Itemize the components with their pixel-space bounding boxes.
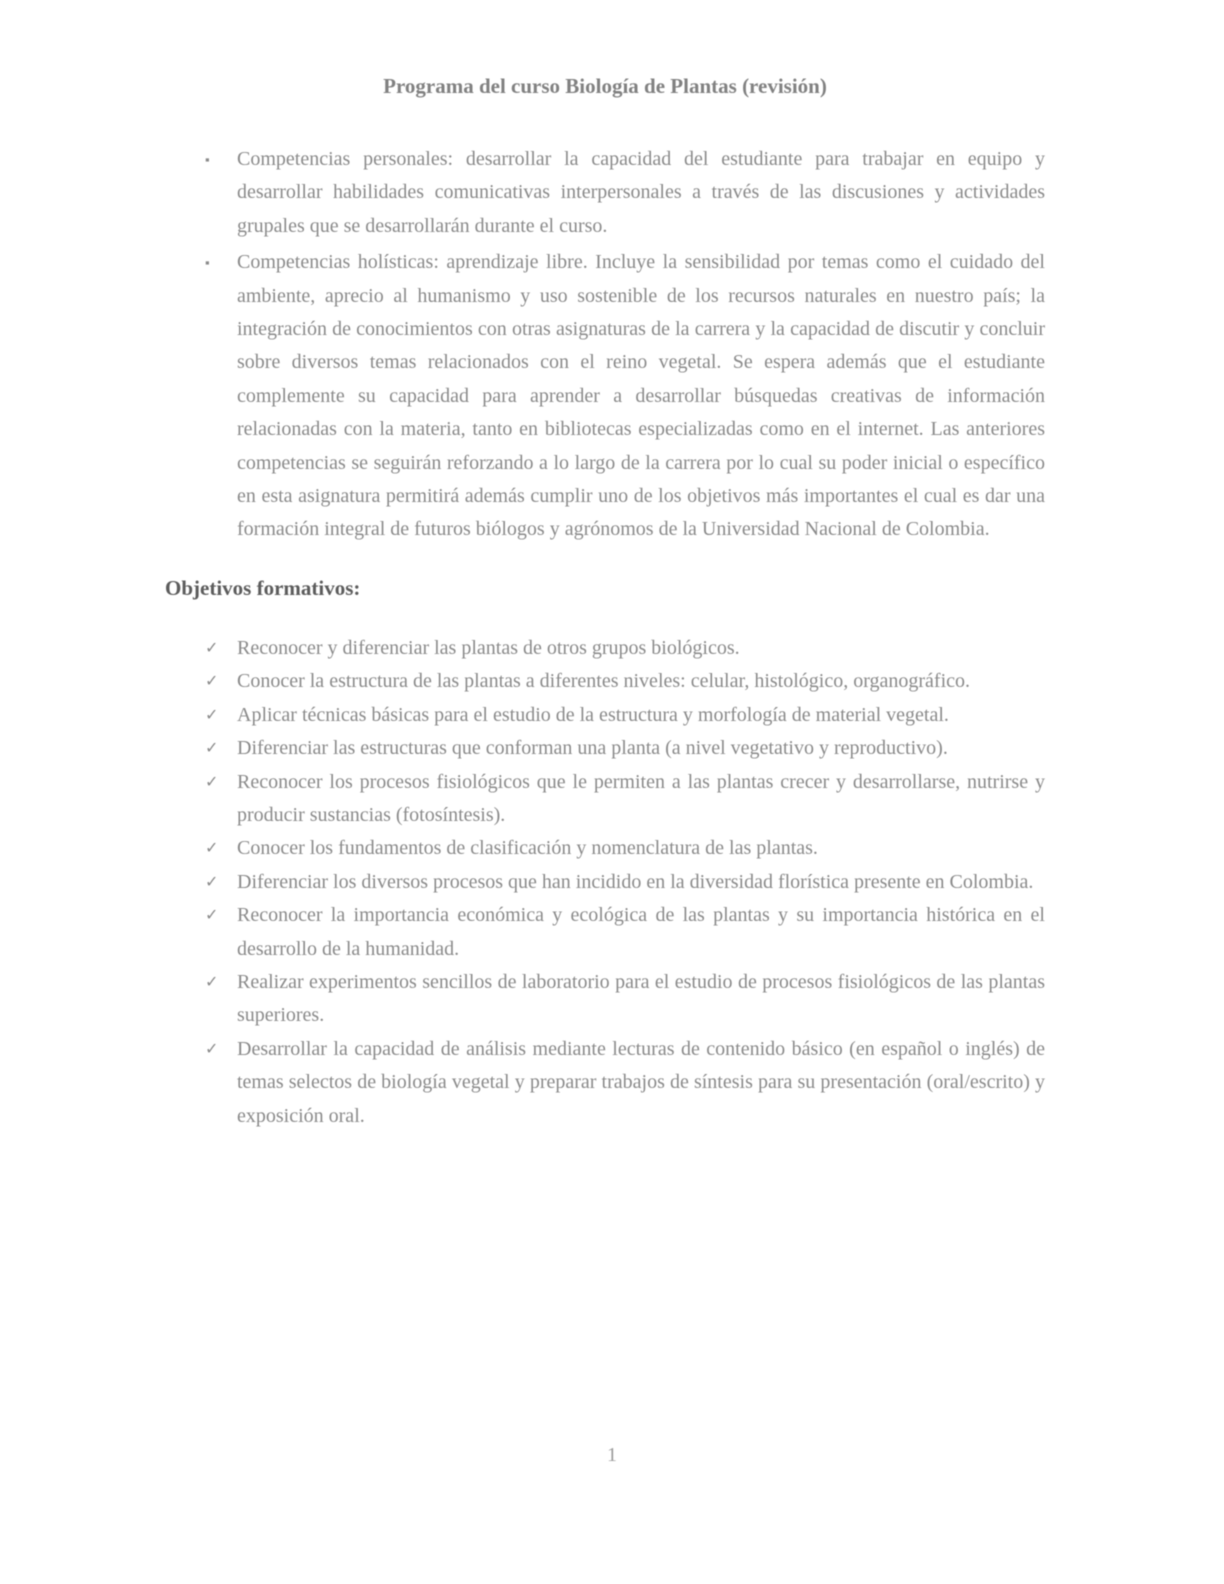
competencias-list [165,143,1045,547]
objective-text: Diferenciar las estructuras que conforman una planta (a nivel vegetativo y reproductivo). [237,737,948,760]
check-icon: ✓ [205,706,219,724]
square-bullet-icon: ▪ [205,255,210,271]
objective-item [205,732,1045,765]
objective-item [205,766,1045,833]
check-icon: ✓ [205,639,219,657]
page-number: 1 [607,1444,617,1466]
check-icon: ✓ [205,907,219,925]
competencia-holisticas-text: Competencias holísticas: aprendizaje libre. Incluye la sensibilidad por temas como el cuidado del ambiente, aprecio al humanismo y uso sostenible de los recursos naturales en nuestro país; la integración de conocimientos con otras asignaturas de la carrera y la capacidad de discutir y concluir sobre diversos temas relacionados con el reino vegetal. Se espera además que el estudiante complemente su capacidad para aprender a desarrollar búsquedas creativas de información relacionadas con la materia, tanto en bibliotecas especializadas como en el internet. Las anteriores competencias se seguirán reforzando a lo largo de la carrera por lo cual su poder inicial o específico en esta asignatura permitirá además cumplir uno de los objetivos más importantes el cual es dar una formación integral de futuros biólogos y agrónomos de la Universidad Nacional de Colombia. [237,251,1045,541]
check-icon: ✓ [205,673,219,691]
check-icon: ✓ [205,840,219,858]
objective-text: Aplicar técnicas básicas para el estudio de la estructura y morfología de material vegetal. [237,703,949,726]
competencia-personales-text: Competencias personales: desarrollar la capacidad del estudiante para trabajar en equipo y desarrollar habilidades comunicativas interpersonales a través de las discusiones y actividades grupales que se desarrollarán durante el curso. [237,148,1045,237]
square-bullet-icon: ▪ [205,152,210,167]
objective-text: Reconocer y diferenciar las plantas de otros grupos biológicos. [237,636,740,659]
objective-item [205,832,1045,865]
objective-text: Diferenciar los diversos procesos que han incidido en la diversidad florística presente en Colombia. [237,870,1034,893]
objective-text: Realizar experimentos sencillos de laboratorio para el estudio de procesos fisiológicos de las plantas superiores. [237,970,1045,1027]
list-item [205,143,1045,243]
check-icon: ✓ [205,1040,219,1058]
list-item [205,246,1045,547]
objective-text: Reconocer los procesos fisiológicos que le permiten a las plantas crecer y desarrollarse, nutrirse y producir sustancias (fotosíntesis). [237,770,1045,826]
objective-text: Conocer la estructura de las plantas a diferentes niveles: celular, histológico, organográfico. [237,670,971,693]
objective-text: Conocer los fundamentos de clasificación y nomenclatura de las plantas. [237,837,818,860]
objective-item [205,699,1045,732]
objective-item [205,966,1045,1033]
check-icon: ✓ [205,873,219,891]
objetivos-list [165,632,1045,1133]
objective-item [205,665,1045,698]
document-title: Programa del curso Biología de Plantas (revisión) [383,74,827,98]
objective-text: Desarrollar la capacidad de análisis mediante lecturas de contenido básico (en español o inglés) de temas selectos de biología vegetal y preparar trabajos de síntesis para su presentación (oral/escrito) y exposición oral. [237,1037,1045,1127]
check-icon: ✓ [205,973,219,991]
objective-text: Reconocer la importancia económica y ecológica de las plantas y su importancia histórica en el desarrollo de la humanidad. [237,904,1045,960]
objetivos-heading: Objetivos formativos: [165,575,361,600]
objective-item [205,866,1045,899]
objective-item [205,632,1045,665]
check-icon: ✓ [205,773,219,791]
objective-item [205,899,1045,966]
check-icon: ✓ [205,740,219,758]
objective-item [205,1033,1045,1133]
